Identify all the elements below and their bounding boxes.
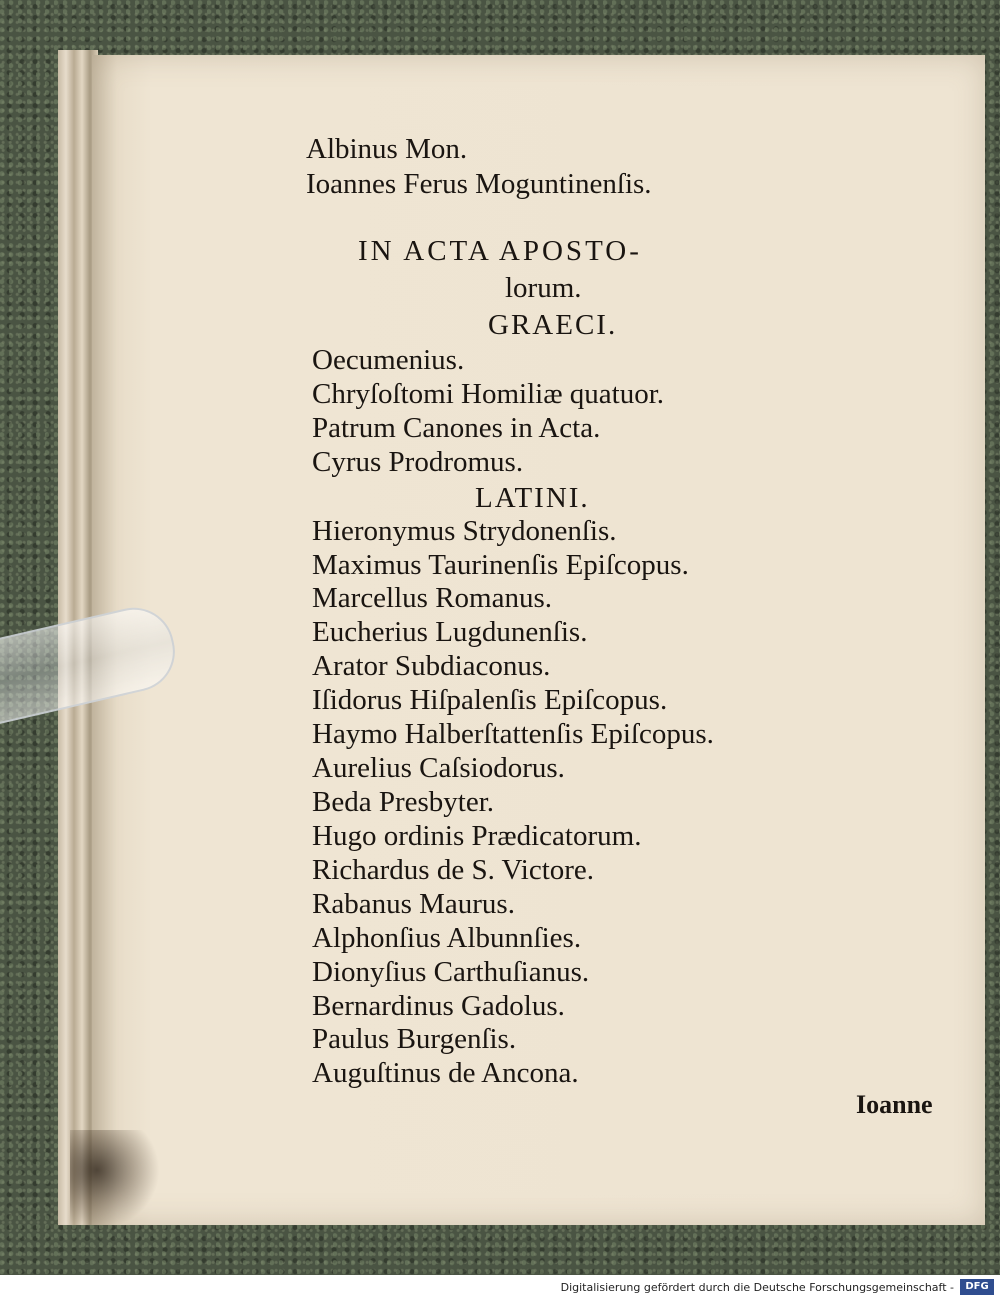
latini-item: Aurelius Caſsiodorus. bbox=[312, 752, 565, 784]
latini-item: Bernardinus Gadolus. bbox=[312, 990, 565, 1022]
graeci-item: Patrum Canones in Acta. bbox=[312, 412, 601, 444]
latini-item: Beda Presbyter. bbox=[312, 786, 495, 818]
latini-item: Eucherius Lugdunenſis. bbox=[312, 616, 588, 648]
funding-notice: Digitalisierung gefördert durch die Deutsche Forschungsgemeinschaft - bbox=[560, 1281, 954, 1294]
section-heading: IN ACTA APOSTO- bbox=[358, 235, 642, 267]
catchword: Ioanne bbox=[856, 1090, 933, 1119]
latini-item: Iſidorus Hiſpalenſis Epiſcopus. bbox=[312, 684, 668, 716]
top-line-1: Albinus Mon. bbox=[306, 133, 468, 165]
latini-item: Haymo Halberſtattenſis Epiſcopus. bbox=[312, 718, 714, 750]
latini-item: Alphonſius Albunnſies. bbox=[312, 922, 582, 954]
dfg-logo: DFG bbox=[960, 1279, 994, 1295]
latini-item: Dionyſius Carthuſianus. bbox=[312, 956, 590, 988]
latini-item: Richardus de S. Victore. bbox=[312, 854, 595, 886]
graeci-item: Chryſoſtomi Homiliæ quatuor. bbox=[312, 378, 665, 410]
latini-item: Hieronymus Strydonenſis. bbox=[312, 515, 617, 547]
latini-item: Rabanus Maurus. bbox=[312, 888, 515, 920]
section-heading-cont: lorum. bbox=[505, 272, 582, 304]
latini-item: Paulus Burgenſis. bbox=[312, 1023, 517, 1055]
latini-item: Marcellus Romanus. bbox=[312, 582, 553, 614]
latini-item: Maximus Taurinenſis Epiſcopus. bbox=[312, 549, 689, 581]
top-line-2: Ioannes Ferus Moguntinenſis. bbox=[306, 168, 652, 200]
graeci-title: GRAECI. bbox=[488, 309, 618, 341]
footer-bar bbox=[0, 1275, 1000, 1299]
latini-item: Hugo ordinis Prædicatorum. bbox=[312, 820, 642, 852]
graeci-item: Cyrus Prodromus. bbox=[312, 446, 524, 478]
latini-title: LATINI. bbox=[475, 482, 590, 514]
latini-item: Arator Subdiaconus. bbox=[312, 650, 551, 682]
latini-item: Auguſtinus de Ancona. bbox=[312, 1057, 579, 1089]
graeci-item: Oecumenius. bbox=[312, 344, 465, 376]
